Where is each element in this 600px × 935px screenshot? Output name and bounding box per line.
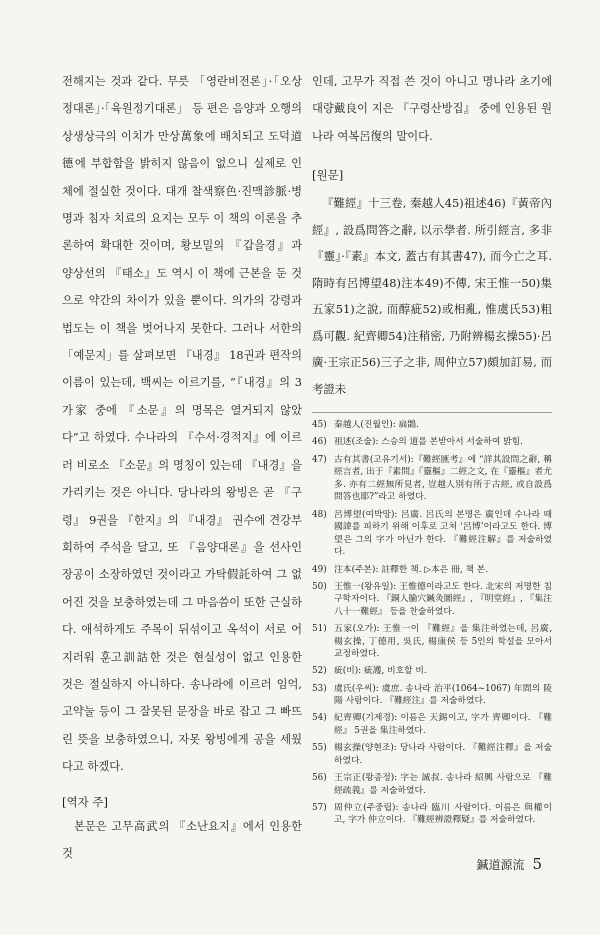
footnote-text: 五家(오가): 王惟一이 『難經』을 集注하였는데, 呂廣, 楊玄操, 丁德用, 吳氏, 楊康侯 등 5인의 학설을 모아서 교정하였다. (334, 624, 552, 660)
footnote-item (312, 683, 552, 708)
footnote-list (312, 419, 552, 827)
footnote-number: 48) (312, 509, 327, 520)
footnote-item (312, 564, 552, 577)
journal-name: 鍼道源流 (476, 858, 525, 872)
footnote-text: 周仲立(주중립): 송나라 臨川 사람이다. 이름은 與權이고, 字가 仲立이다. 『難經辨證釋疑』를 저술하였다. (334, 802, 552, 826)
footnote-item (312, 581, 552, 619)
page-footer (476, 855, 542, 873)
footnote-item (312, 712, 552, 737)
footnote-number: 53) (312, 683, 327, 694)
footnote-item (312, 742, 552, 767)
footnote-text: 秦越人(진월인): 扁鵲. (334, 420, 419, 431)
footnote-text: 注本(주본): 註釋한 책. ▷本은 冊, 책 본. (334, 564, 489, 575)
note-continuation: 인데, 고무가 직접 쓴 것이 아니고 명나라 초기에 대량戴良이 지은 『구령산방집』 중에 인용된 원나라 여복呂復의 말이다. (312, 75, 552, 143)
footnote-number: 45) (312, 420, 327, 431)
footnote-text: 紀齊卿(기제경): 이름은 天錫이고, 字가 齊卿이다. 『難經』 5권을 集注하였다. (334, 713, 552, 737)
footnote-divider (312, 412, 552, 413)
footnote-text: 王宗正(왕종정): 字는 誠叔. 송나라 紹興 사람으로 『難經疏義』를 저술하였다. (334, 773, 552, 796)
footnote-number: 56) (312, 773, 327, 783)
footnote-text: 古有其書(고유기서):『難經匯考』에 “詳其設問之辭, 稱經言者, 出于『素問』『靈樞』二經之文, 在『靈樞』者尤多. 亦有二經無所見者, 豈越人別有所于古經, 或自設爲問答也耶?”라고 하였다. (334, 454, 552, 503)
footnote-number: 52) (312, 666, 327, 677)
page-number: 5 (532, 855, 542, 873)
original-text-body: 『難經』十三卷, 秦越人45)祖述46)『黃帝內經』, 設爲問答之辭, 以示學者. 所引經言, 多非『靈』·『素』本文, 蓋古有其書47), 而今亡之耳. 隋時有呂博望48)注本49)不傳, 宋王惟一50)集五家51)之說, 而醇疵52)或相亂, 惟虞氏53)粗爲可觀. 紀齊卿54)注稍密, 乃附辨楊玄操55)·呂廣·王宗正56)三子之非, 周仲立57)頗加訂易, 而考證未 (312, 196, 552, 396)
footnote-item (312, 454, 552, 504)
footnote-number: 51) (312, 624, 327, 635)
footnote-item (312, 509, 552, 559)
footnote-item (312, 419, 552, 432)
footnote-number: 54) (312, 713, 327, 724)
footnote-number: 47) (312, 454, 327, 465)
footnote-number: 50) (312, 581, 327, 592)
footnote-item (312, 772, 552, 797)
footnote-text: 疵(비): 疵護, 비호할 비. (334, 666, 427, 677)
left-column (62, 68, 302, 867)
footnote-number: 57) (312, 802, 327, 813)
translator-note-body: 본문은 고무高武의 『소난요지』에서 인용한 것 (62, 819, 302, 860)
footnote-text: 王惟一(왕유일): 王惟德이라고도 한다. 北宋의 저명한 침구학자이다. 『銅人腧穴鍼灸圖經』, 『明堂經』, 『集注八十一難經』 등을 찬술하였다. (334, 581, 552, 617)
footnote-text: 呂博望(여박망): 呂廣. 呂氏의 본명은 廣인데 수나라 때 國諱를 피하기 위해 이후로 고쳐 ‘呂博’이라고도 한다. 博望은 그의 字가 아닌가 한다. 『難經注解』를 저술하였다. (334, 509, 552, 558)
original-text-heading: [원문] (312, 168, 344, 183)
footnote-number: 55) (312, 743, 327, 754)
right-column (312, 68, 552, 832)
footnote-item (312, 436, 552, 449)
translator-note-heading: [역자 주] (62, 794, 108, 809)
footnote-number: 49) (312, 564, 327, 575)
footnote-text: 虞氏(우씨): 虞庶. 송나라 治平(1064~1067) 年間의 陵陽 사람이다. 『難經注』를 저술하였다. (334, 683, 552, 707)
footnote-text: 楊玄操(양현조): 당나라 사람이다. 『難經注釋』을 저술하였다. (334, 743, 552, 766)
footnote-item (312, 665, 552, 678)
footnote-item (312, 623, 552, 661)
footnote-text: 祖述(조술): 스승의 道를 본받아서 서술하여 밝힘. (334, 437, 523, 448)
footnote-item (312, 802, 552, 827)
body-paragraph: 전해지는 것과 같다. 무릇 「영란비전론」·「오상정대론」·「육원정기대론」 등 편은 음양과 오행의 상생상극의 이치가 만상萬象에 배치되고 도덕道德에 부합함을 밝히지 않음이 없으니 실제로 인체에 절실한 것이다. 대개 찰색察色·진맥診脈·병명과 침자 치료의 요지는 모두 이 책의 이론을 추론하여 확대한 것이며, 황보밀의 『갑을경』과 양상선의 『태소』도 역시 이 책에 근본을 둔 것으로 약간의 차이가 있을 뿐이다. 의가의 강령과 법도는 이 책을 벗어나지 못한다. 그러나 서한의 「예문지」를 살펴보면 『내경』 18권과 편작의 이름이 있는데, 백씨는 이르기를, “『내경』의 3가家 중에 『소문』의 명목은 열거되지 않았다”고 하였다. 수나라의 『수서·경적지』에 이르러 비로소 『소문』의 명칭이 있는데 『내경』을 가리키는 것은 아니다. 당나라의 왕빙은 곧 『구령』 9권을 『한지』의 『내경』 권수에 견강부회하여 주석을 달고, 또 『음양대론』을 선사인 장공이 소장하였던 것이라고 가탁假託하여 그 없어진 것을 보충하였는데 그 마음씀이 또한 근실하다. 애석하게도 주목이 뒤섞이고 옥석이 서로 어지러워 훈고訓詁한 것은 현실성이 없고 인용한 것은 절실하지 아니하다. 송나라에 이르러 임억, 고약눌 등이 그 잘못된 문장을 바로 잡고 그 빠뜨린 뜻을 보충하였으니, 자못 왕빙에게 공을 세웠다고 하겠다. (62, 75, 302, 774)
footnote-number: 46) (312, 437, 327, 448)
